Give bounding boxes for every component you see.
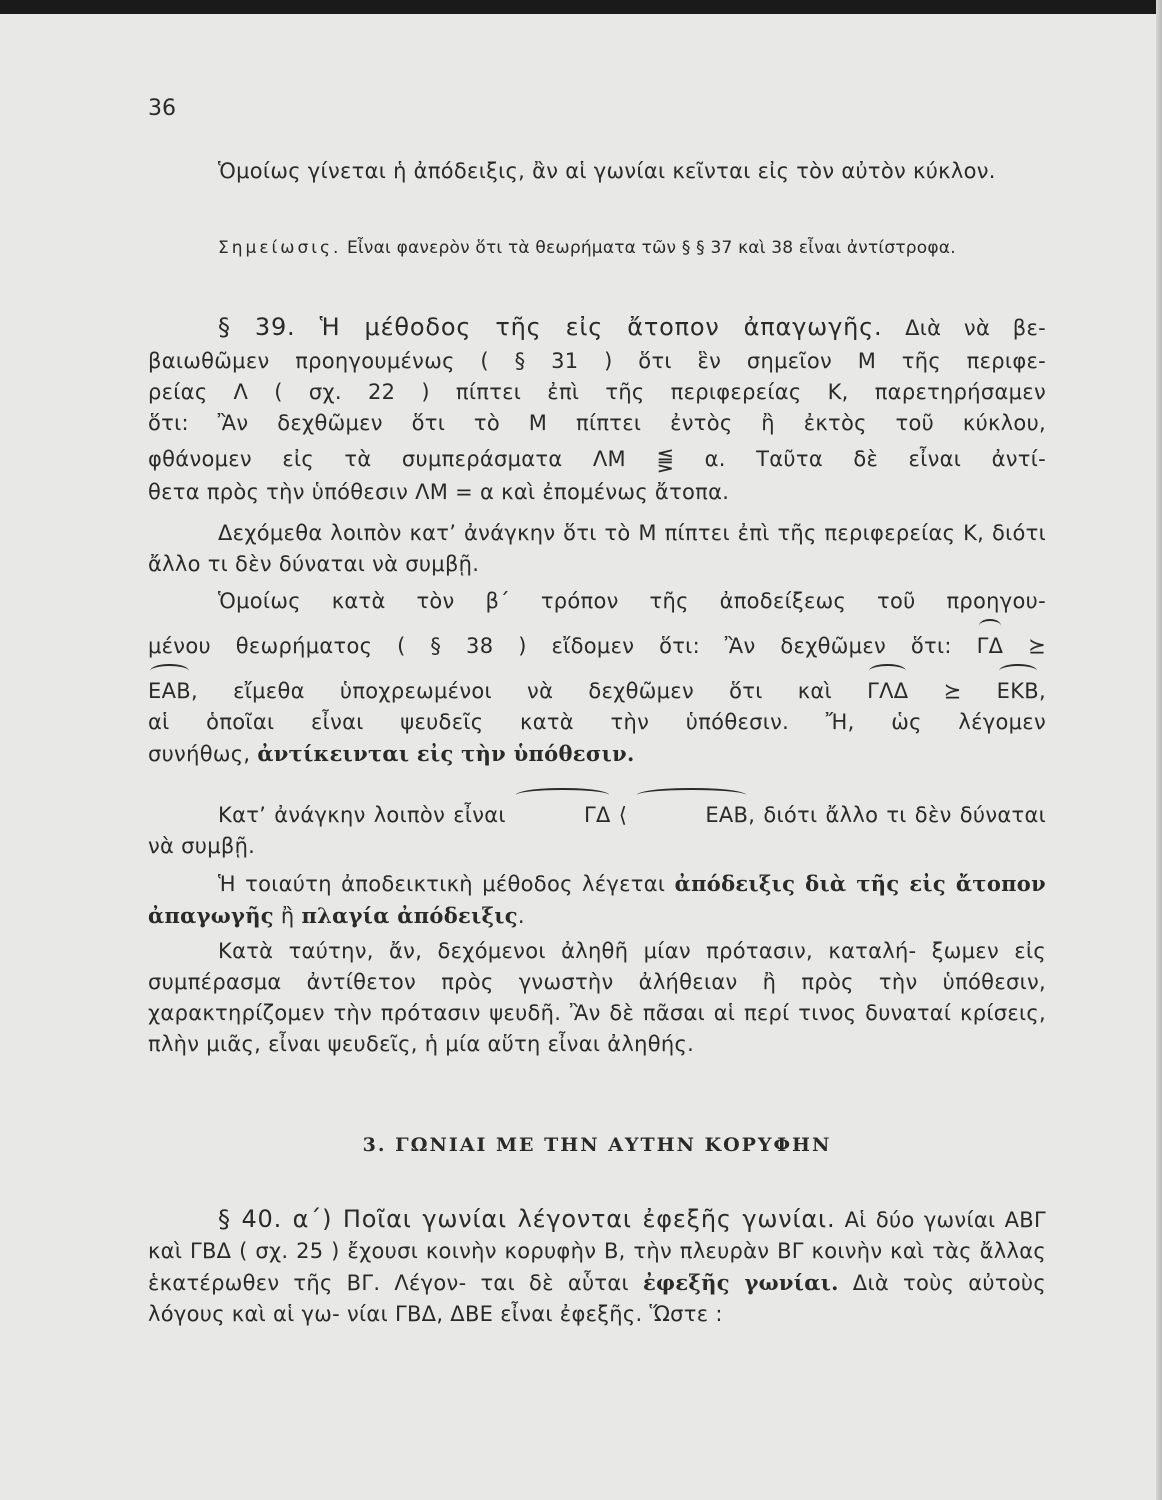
arc-GD-2: ΓΔ (514, 800, 611, 831)
section-39-text-1: Διὰ νὰ βε- (882, 316, 1046, 340)
section-39-text-5: φθάνομεν εἰς τὰ συμπεράσματα ΛΜ ⪋ α. Ταῦτα δὲ εἶναι ἀντί- (148, 447, 1046, 471)
paragraph-toiauti: Ἡ τοιαύτη ἀποδεικτικὴ μέθοδος λέγεται ἀπόδειξις διὰ τῆς εἰς ἄτοπον ἀπαγωγῆς ἢ πλαγία ἀπόδειξις. (148, 871, 1046, 928)
paragraph-text: Κατὰ ταύτην, ἄν, δεχόμενοι ἀληθῆ μίαν πρότασιν, καταλή- ξωμεν εἰς συμπέρασμα ἀντίθετον πρὸς γνωστὴν ἀλήθειαν ἢ πρὸς τὴν ὑπόθεσιν, χαρακτηρίζομεν τὴν πρότασιν ψευδῆ. Ἂν δὲ πᾶσαι αἱ περί τινος δυναταί κρίσεις, πλὴν μιᾶς, εἶναι ψευδεῖς, ἡ μία αὕτη εἶναι ἀληθής. (148, 939, 1046, 1056)
section-39 (148, 312, 1046, 508)
remark-text: Εἶναι φανερὸν ὅτι τὰ θεωρήματα τῶν § § 37 καὶ 38 εἶναι ἀντίστροφα. (341, 238, 956, 258)
section-39-text-2: βαιωθῶμεν προηγουμένως ( § 31 ) ὅτι ἓν σημεῖον Μ τῆς περιφε- (148, 349, 1046, 373)
paragraph-omoios-1 (148, 156, 1046, 187)
section-39-text-3: ρείας Λ ( σχ. 22 ) πίπτει ἐπὶ τῆς περιφερείας Κ, παρετηρήσαμεν (148, 380, 1046, 404)
section-39-text-6: θετα πρὸς τὴν ὑπόθεσιν ΛΜ = α καὶ ἐπομένως ἄτοπα. (148, 480, 730, 504)
paragraph-line: αἱ ὁποῖαι εἶναι ψευδεῖς κατὰ τὴν ὑπόθεσιν. Ἤ, ὡς λέγομεν (148, 710, 1046, 734)
page-number: 36 (148, 96, 176, 121)
paragraph-dechometha (148, 518, 1046, 580)
remark (148, 234, 1046, 262)
bold-phrase: ἀντίκεινται εἰς τὴν ὑπόθεσιν. (257, 741, 635, 766)
arc-EAB-2: ΕΑΒ (635, 800, 748, 831)
section-39-text-4: ὅτι: Ἂν δεχθῶμεν ὅτι τὸ Μ πίπτει ἐντὸς ἢ ἐκτὸς τοῦ κύκλου, (148, 411, 1046, 435)
scan-top-edge (0, 0, 1162, 14)
paragraph-text: Ὁμοίως γίνεται ἡ ἀπόδειξις, ἂν αἱ γωνίαι κεῖνται εἰς τὸν αὐτὸν κύκλον. (218, 159, 996, 183)
scan-right-edge (1156, 0, 1162, 1500)
bold-term: ἀπόδειξις διὰ τῆς εἰς ἄτοπον ἀπαγωγῆς (148, 871, 1046, 928)
remark-label: Σημείωσις. (218, 238, 342, 258)
paragraph-omoios-2: Ὁμοίως κατὰ τὸν β΄ τρόπον τῆς ἀποδείξεως τοῦ προηγου- μένου θεωρήματος ( § 38 ) εἴδομεν ὅτι: Ἂν δεχθῶμεν ὅτι: ΓΔ ⪰ ΕΑΒ, εἴμεθα ὑποχρεωμένοι νὰ δεχθῶμεν ὅτι καὶ ΓΛΔ ⪰ ΕΚΒ, αἱ ὁποῖαι εἶναι ψευδεῖς κατὰ τὴν ὑπόθεσιν. Ἤ, ὡς λέγομεν συνήθως, ἀντίκεινται εἰς τὴν ὑπόθεσιν. (148, 586, 1046, 770)
paragraph-text: Δεχόμεθα λοιπὸν κατ’ ἀνάγκην ὅτι τὸ Μ πίπτει ἐπὶ τῆς περιφερείας Κ, διότι ἄλλο τι δὲν δύναται νὰ συμβῇ. (148, 521, 1046, 576)
bold-term: ἐφεξῆς γωνίαι. (642, 1270, 839, 1295)
section-40: § 40. α΄) Ποῖαι γωνίαι λέγονται ἐφεξῆς γωνίαι. Αἱ δύο γωνίαι ΑΒΓ καὶ ΓΒΔ ( σχ. 25 ) ἔχουσι κοινὴν κορυφὴν Β, τὴν πλευρὰν ΒΓ κοινὴν καὶ τὰς ἄλλας ἑκατέρωθεν τῆς ΒΓ. Λέγον- ται δὲ αὗται ἐφεξῆς γωνίαι. Διὰ τοὺς αὐτοὺς λόγους καὶ αἱ γω- νίαι ΓΒΔ, ΔΒΕ εἶναι ἐφεξῆς. Ὥστε : (148, 1205, 1046, 1326)
paragraph-kat-anagkin: Κατ’ ἀνάγκην λοιπὸν εἶναι ΓΔ ⟨ ΕΑΒ, διότι ἄλλο τι δὲν δύναται νὰ συμβῇ. (148, 800, 1046, 862)
arc-EAB: ΕΑΒ (148, 676, 191, 707)
paragraph-line: Ὁμοίως κατὰ τὸν β΄ τρόπον τῆς ἀποδείξεως τοῦ προηγου- (218, 589, 1046, 613)
arc-EKB: ΕΚΒ (997, 676, 1039, 707)
arc-GD: ΓΔ (977, 631, 1004, 662)
arc-GLD: ΓΛΔ (867, 676, 908, 707)
section-heading: 3. ΓΩΝΙΑΙ ΜΕ ΤΗΝ ΑΥΤΗΝ ΚΟΡΥΦΗΝ (362, 1134, 832, 1156)
bold-term: πλαγία ἀπόδειξις (301, 903, 518, 928)
section-39-title: § 39. Ἡ μέθοδος τῆς εἰς ἄτοπον ἀπαγωγῆς. (218, 313, 883, 341)
section-40-title: § 40. α΄) Ποῖαι γωνίαι λέγονται ἐφεξῆς γωνίαι. (218, 1205, 836, 1233)
paragraph-kata-tautin (148, 936, 1046, 1060)
